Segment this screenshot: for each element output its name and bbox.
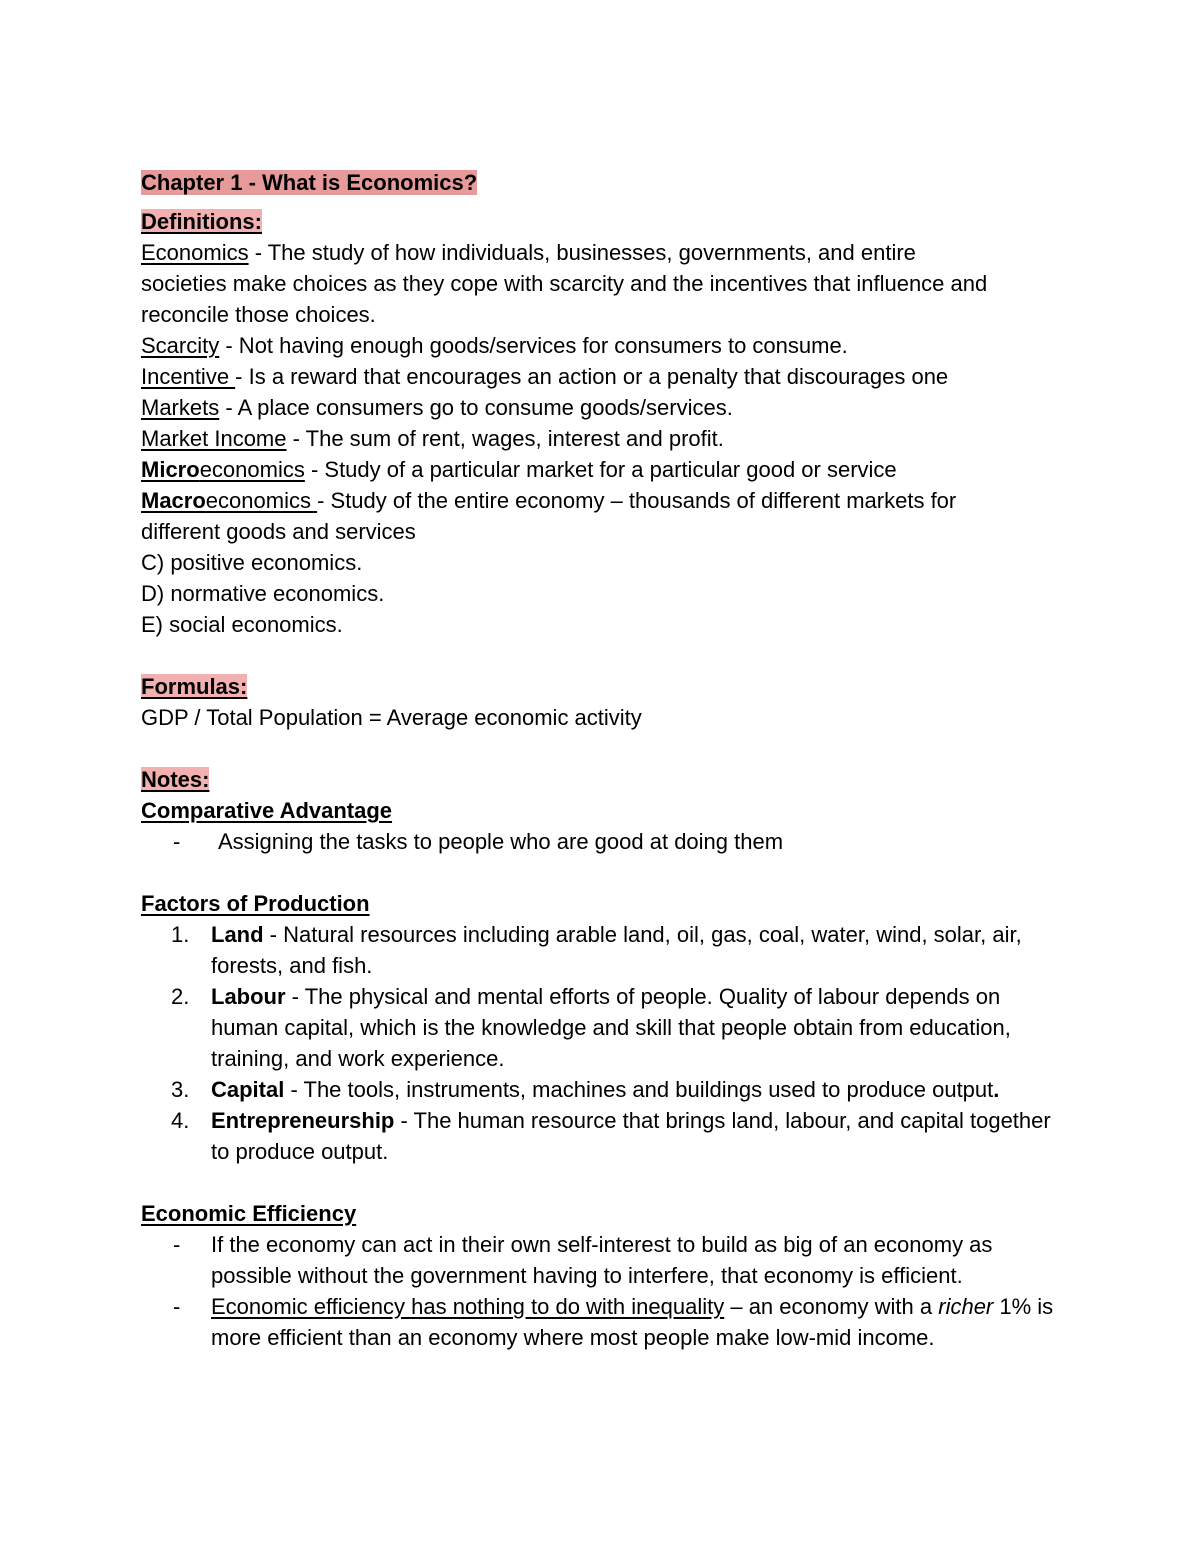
def-term-bold: Macro — [141, 488, 206, 513]
def-macroeconomics-cont: different goods and services — [141, 519, 416, 544]
spacer — [141, 733, 1071, 764]
def-term: Markets — [141, 395, 220, 420]
def-market-income — [141, 423, 1071, 454]
formulas-heading-line — [141, 671, 1071, 702]
def-text: - The study of how individuals, businesses, governments, and entire — [248, 240, 916, 265]
factor-term: Entrepreneurship — [211, 1108, 395, 1133]
def-text: - Is a reward that encourages an action or a penalty that discourages one — [235, 364, 949, 389]
notes-heading-line — [141, 764, 1071, 795]
list-number: 2. — [171, 984, 190, 1009]
list-item-text: Assigning the tasks to people who are good at doing them — [218, 829, 784, 854]
list-number: 1. — [171, 922, 190, 947]
spacer — [141, 640, 1071, 671]
def-text: - Study of the entire economy – thousands of different markets for — [317, 488, 957, 513]
chapter-title — [141, 167, 1071, 198]
efficiency-list — [141, 1229, 1071, 1353]
factors-list — [141, 919, 1071, 1167]
def-term-rest: economics — [199, 457, 305, 482]
factor-tail: . — [993, 1077, 1000, 1102]
def-economics-cont: societies make choices as they cope with scarcity and the incentives that influence and — [141, 271, 988, 296]
def-incentive — [141, 361, 1071, 392]
def-term: Market Income — [141, 426, 287, 451]
section-heading: Economic Efficiency — [141, 1201, 357, 1226]
document-page — [141, 167, 1071, 1353]
def-text: - A place consumers go to consume goods/services. — [219, 395, 733, 420]
def-term — [141, 488, 317, 513]
formula-gdp: GDP / Total Population = Average economic activity — [141, 705, 642, 730]
factor-term: Labour — [211, 984, 286, 1009]
list-item — [141, 826, 1071, 857]
list-item-underlined: Economic efficiency has nothing to do with inequality — [211, 1294, 725, 1319]
factor-text: - The human resource that brings land, labour, and capital together to produce output. — [211, 1108, 1051, 1164]
def-economics — [141, 237, 1071, 268]
option-d: D) normative economics. — [141, 581, 385, 606]
list-item-text: 1% is more efficient than an economy where most people make low-mid income. — [211, 1294, 1054, 1350]
def-term: Economics — [141, 240, 249, 265]
def-economics-cont2: reconcile those choices. — [141, 302, 376, 327]
dash-marker: - — [173, 829, 181, 854]
def-text: - The sum of rent, wages, interest and profit. — [286, 426, 724, 451]
def-term — [141, 457, 305, 482]
def-term-bold: Micro — [141, 457, 200, 482]
def-term: Scarcity — [141, 333, 220, 358]
factors-heading — [141, 888, 1071, 919]
list-number: 3. — [171, 1077, 190, 1102]
spacer — [141, 857, 1071, 888]
factor-text: - Natural resources including arable land, oil, gas, coal, water, wind, solar, air, forests, and fish. — [211, 922, 1022, 978]
option-e: E) social economics. — [141, 612, 343, 637]
def-microeconomics — [141, 454, 1071, 485]
spacer — [141, 1167, 1071, 1198]
factor-land — [141, 919, 1071, 981]
definitions-heading: Definitions: — [141, 209, 262, 234]
factor-entrepreneurship — [141, 1105, 1071, 1167]
formulas-heading: Formulas: — [141, 674, 248, 699]
section-heading: Comparative Advantage — [141, 798, 393, 823]
factor-capital — [141, 1074, 1071, 1105]
option-c: C) positive economics. — [141, 550, 363, 575]
list-item-text: – an economy with a — [724, 1294, 939, 1319]
factor-text: - The tools, instruments, machines and buildings used to produce output — [284, 1077, 994, 1102]
list-item-text: If the economy can act in their own self-interest to build as big of an economy as possible without the government having to interfere, that economy is efficient. — [211, 1232, 993, 1288]
factor-term: Capital — [211, 1077, 285, 1102]
factor-text: - The physical and mental efforts of people. Quality of labour depends on human capital, which is the knowledge and skill that people obtain from education, training, and work experience. — [211, 984, 1011, 1071]
dash-marker: - — [173, 1294, 181, 1319]
list-item — [141, 1229, 1071, 1291]
def-markets — [141, 392, 1071, 423]
def-text: - Study of a particular market for a particular good or service — [304, 457, 897, 482]
notes-heading: Notes: — [141, 767, 210, 792]
list-item-italic: richer — [938, 1294, 994, 1319]
comparative-advantage-list — [141, 826, 1071, 857]
factor-term: Land — [211, 922, 264, 947]
def-term-rest: economics — [205, 488, 318, 513]
def-scarcity — [141, 330, 1071, 361]
comparative-advantage-heading — [141, 795, 1071, 826]
definitions-heading-line — [141, 206, 1071, 237]
section-heading: Factors of Production — [141, 891, 370, 916]
factor-labour — [141, 981, 1071, 1074]
chapter-title-text: Chapter 1 - What is Economics? — [141, 170, 478, 195]
list-number: 4. — [171, 1108, 190, 1133]
def-text: - Not having enough goods/services for consumers to consume. — [219, 333, 848, 358]
def-macroeconomics — [141, 485, 1071, 516]
def-term: Incentive — [141, 364, 236, 389]
efficiency-heading — [141, 1198, 1071, 1229]
dash-marker: - — [173, 1232, 181, 1257]
list-item — [141, 1291, 1071, 1353]
